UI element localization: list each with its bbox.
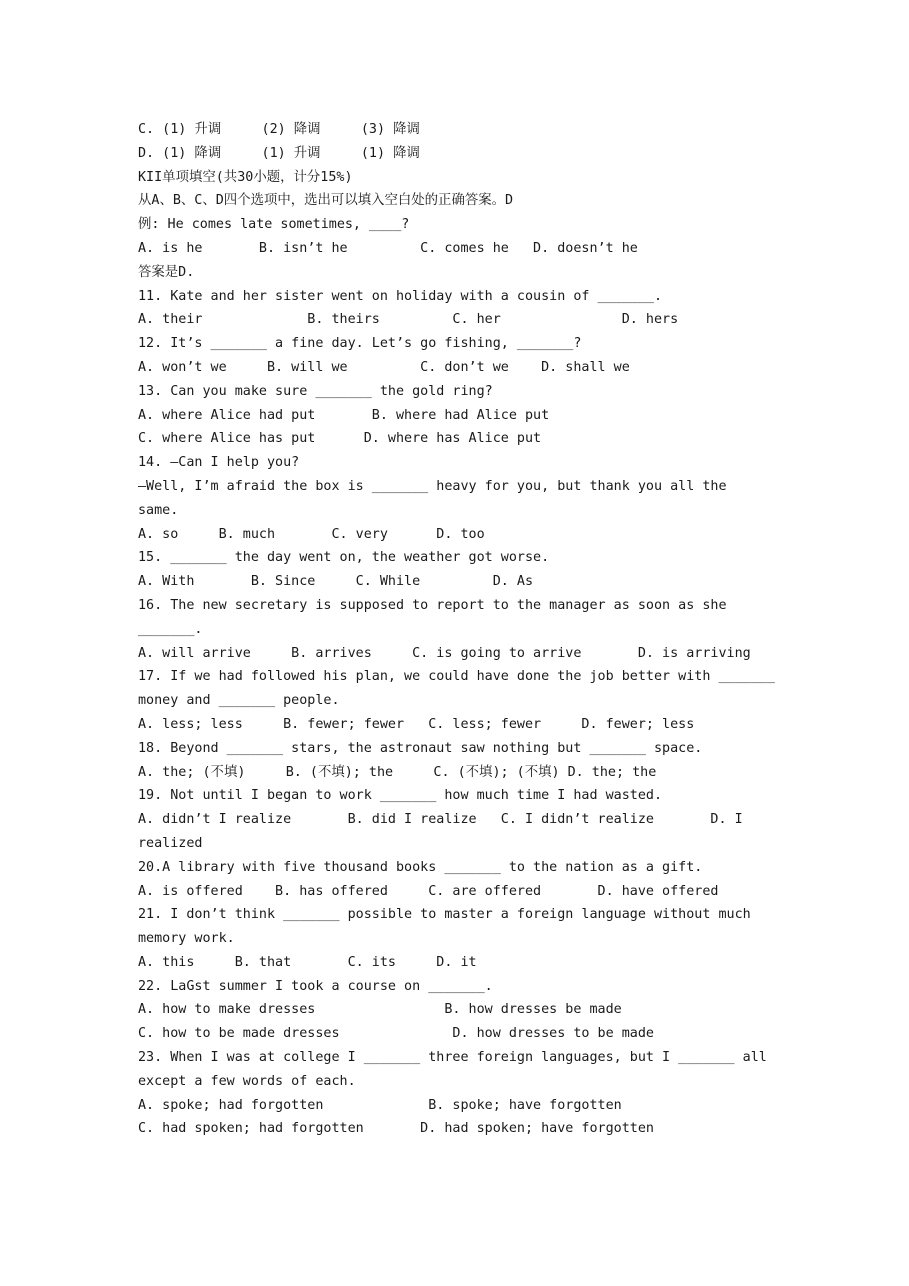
question-23-options: C. had spoken; had forgotten D. had spoken; have forgotten bbox=[138, 1121, 654, 1137]
question-19-options: realized bbox=[138, 835, 203, 851]
question-23-options: A. spoke; had forgotten B. spoke; have forgotten bbox=[138, 1097, 622, 1113]
question-20: 20.A library with five thousand books _______ to the nation as a gift. bbox=[138, 859, 703, 875]
question-14-options: A. so B. much C. very D. too bbox=[138, 526, 485, 542]
question-14: —Well, I’m afraid the box is _______ heavy for you, but thank you all the bbox=[138, 478, 727, 494]
section-instructions: 从A、B、C、D四个选项中，选出可以填入空白处的正确答案。D bbox=[138, 193, 514, 209]
question-11-options: A. their B. theirs C. her D. hers bbox=[138, 312, 679, 328]
question-17: 17. If we had followed his plan, we could have done the job better with _______ bbox=[138, 669, 775, 685]
question-14: same. bbox=[138, 502, 179, 518]
question-11: 11. Kate and her sister went on holiday with a cousin of _______. bbox=[138, 288, 663, 304]
example-question: 例: He comes late sometimes, ____? bbox=[138, 217, 410, 233]
example-answer: 答案是D. bbox=[138, 264, 195, 280]
question-16: _______. bbox=[138, 621, 203, 637]
question-23: 23. When I was at college I _______ three foreign languages, but I _______ all bbox=[138, 1050, 767, 1066]
option-line: D. (1) 降调 (1) 升调 (1) 降调 bbox=[138, 145, 420, 161]
question-21: 21. I don’t think _______ possible to master a foreign language without much bbox=[138, 907, 751, 923]
question-17: money and _______ people. bbox=[138, 693, 340, 709]
option-line: C. (1) 升调 (2) 降调 (3) 降调 bbox=[138, 122, 420, 137]
question-19-options: A. didn’t I realize B. did I realize C. I didn’t realize D. I bbox=[138, 812, 743, 828]
question-19: 19. Not until I began to work _______ how much time I had wasted. bbox=[138, 788, 663, 804]
question-22-options: A. how to make dresses B. how dresses be made bbox=[138, 1002, 622, 1018]
question-15-options: A. With B. Since C. While D. As bbox=[138, 574, 534, 590]
question-12: 12. It’s _______ a fine day. Let’s go fishing, _______? bbox=[138, 336, 582, 352]
question-18-options: A. the; (不填) B. (不填); the C. (不填); (不填) D. the; the bbox=[138, 764, 657, 780]
question-13: 13. Can you make sure _______ the gold ring? bbox=[138, 383, 493, 399]
question-16: 16. The new secretary is supposed to report to the manager as soon as she bbox=[138, 597, 727, 613]
question-20-options: A. is offered B. has offered C. are offered D. have offered bbox=[138, 883, 719, 899]
question-12-options: A. won’t we B. will we C. don’t we D. shall we bbox=[138, 359, 630, 375]
document-body bbox=[138, 118, 778, 1141]
question-13-options: A. where Alice had put B. where had Alice put bbox=[138, 407, 550, 423]
question-22-options: C. how to be made dresses D. how dresses to be made bbox=[138, 1026, 654, 1042]
question-21-options: A. this B. that C. its D. it bbox=[138, 954, 477, 970]
section-heading: KII单项填空(共30小题，计分15%) bbox=[138, 169, 353, 185]
question-22: 22. LaGst summer I took a course on _______. bbox=[138, 978, 493, 994]
question-14: 14. —Can I help you? bbox=[138, 455, 300, 471]
question-18: 18. Beyond _______ stars, the astronaut saw nothing but _______ space. bbox=[138, 740, 703, 756]
example-options: A. is he B. isn’t he C. comes he D. doesn’t he bbox=[138, 240, 638, 256]
question-21: memory work. bbox=[138, 931, 235, 947]
question-15: 15. _______ the day went on, the weather got worse. bbox=[138, 550, 550, 566]
question-13-options: C. where Alice has put D. where has Alice put bbox=[138, 431, 542, 447]
question-17-options: A. less; less B. fewer; fewer C. less; fewer D. fewer; less bbox=[138, 716, 695, 732]
question-16-options: A. will arrive B. arrives C. is going to arrive D. is arriving bbox=[138, 645, 751, 661]
question-23: except a few words of each. bbox=[138, 1073, 356, 1089]
